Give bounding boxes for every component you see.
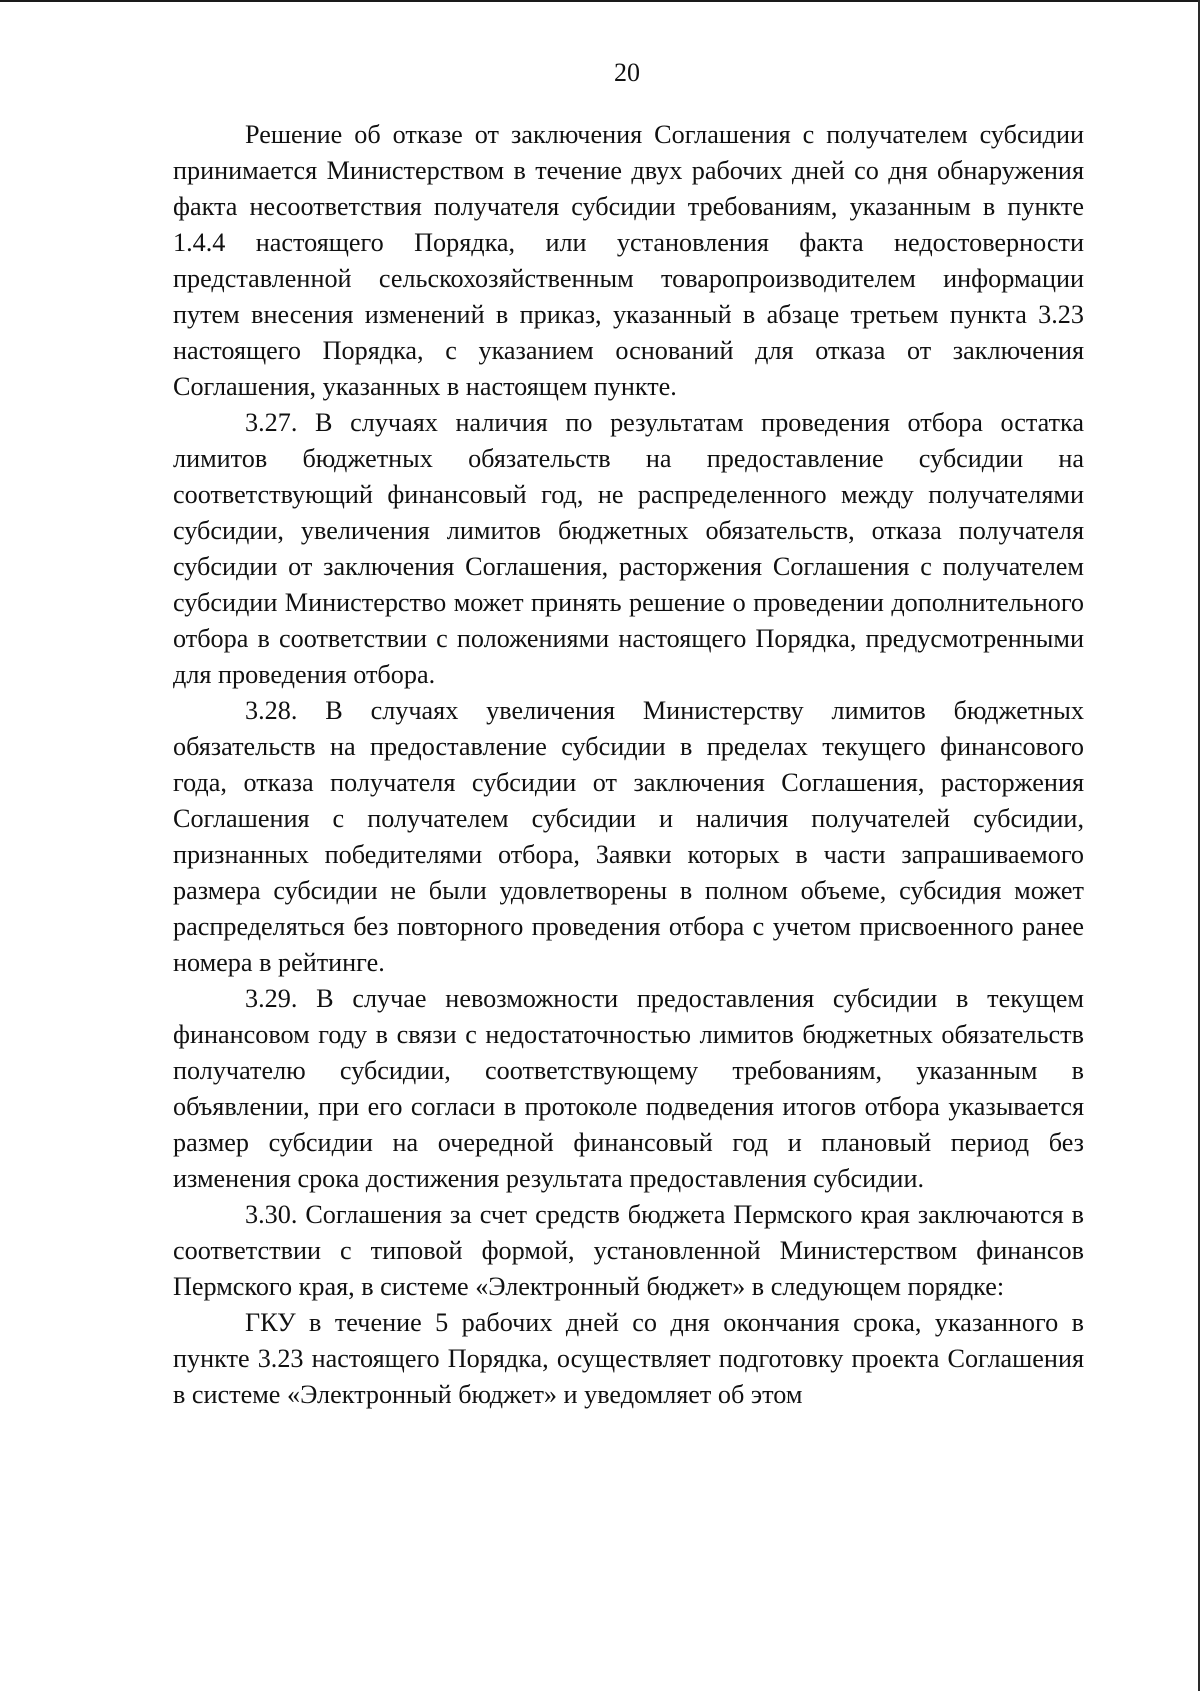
top-border-line — [0, 0, 1200, 2]
paragraph-gku-preparation: ГКУ в течение 5 рабочих дней со дня окончания срока, указанного в пункте 3.23 настоящего Порядка, осуществляет подготовку проекта Соглашения в системе «Электронный бюджет» и уведомляет об этом — [173, 1308, 1084, 1409]
paragraph-3-30: 3.30. Соглашения за счет средств бюджета Пермского края заключаются в соответствии с типовой формой, установленной Министерством финансов Пермского края, в системе «Электронный бюджет» в следующем порядке: — [173, 1200, 1084, 1301]
paragraph-refusal-decision: Решение об отказе от заключения Соглашения с получателем субсидии принимается Министерством в течение двух рабочих дней со дня обнаружения факта несоответствия получателя субсидии требованиям, указанным в пункте 1.4.4 настоящего Порядка, или установления факта недостоверности представленной сельскохозяйственным товаропроизводителем информации путем внесения изменений в приказ, указанный в абзаце третьем пункта 3.23 настоящего Порядка, с указанием оснований для отказа от заключения Соглашения, указанных в настоящем пункте. — [173, 120, 1084, 401]
page-number: 20 — [614, 58, 640, 87]
paragraph-3-28: 3.28. В случаях увеличения Министерству лимитов бюджетных обязательств на предоставление субсидии в пределах текущего финансового года, отказа получателя субсидии от заключения Соглашения, расторжения Соглашения с получателем субсидии и наличия получателей субсидии, признанных победителями отбора, Заявки которых в части запрашиваемого размера субсидии не были удовлетворены в полном объеме, субсидия может распределяться без повторного проведения отбора с учетом присвоенного ранее номера в рейтинге. — [173, 696, 1084, 977]
paragraph-3-27: 3.27. В случаях наличия по результатам проведения отбора остатка лимитов бюджетных обязательств на предоставление субсидии на соответствующий финансовый год, не распределенного между получателями субсидии, увеличения лимитов бюджетных обязательств, отказа получателя субсидии от заключения Соглашения, расторжения Соглашения с получателем субсидии Министерство может принять решение о проведении дополнительного отбора в соответствии с положениями настоящего Порядка, предусмотренными для проведения отбора. — [173, 408, 1084, 689]
document-body — [173, 117, 1084, 1413]
paragraph-3-29: 3.29. В случае невозможности предоставления субсидии в текущем финансовом году в связи с недостаточностью лимитов бюджетных обязательств получателю субсидии, соответствующему требованиям, указанным в объявлении, при его согласи в протоколе подведения итогов отбора указывается размер субсидии на очередной финансовый год и плановый период без изменения срока достижения результата предоставления субсидии. — [173, 984, 1084, 1193]
